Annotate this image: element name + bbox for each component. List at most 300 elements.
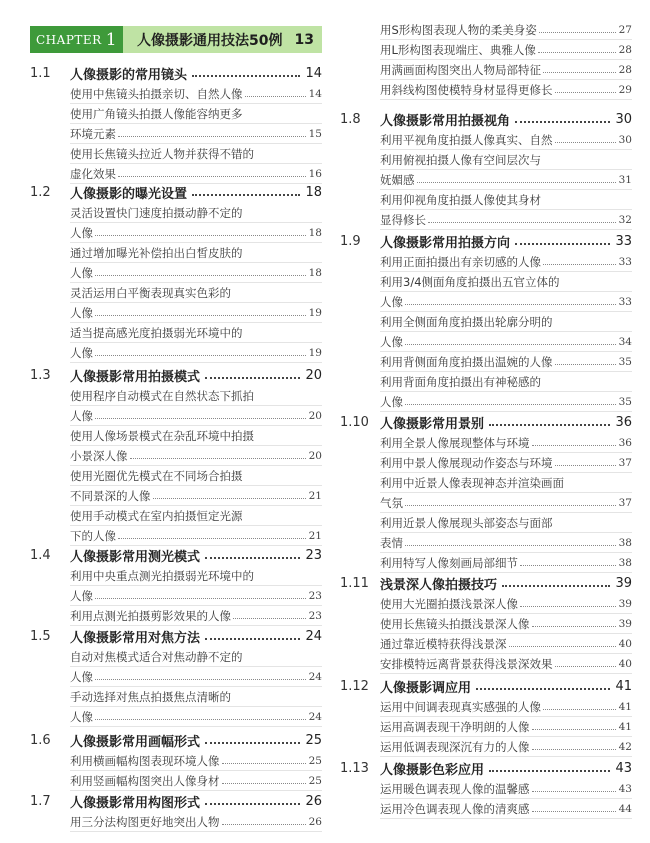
toc-entry-page: 41 [618, 721, 632, 733]
toc-entry-page: 35 [618, 356, 632, 368]
leader-dots [489, 424, 610, 426]
toc-entry-line [70, 466, 322, 486]
toc-entry-text: 利用近景人像展现头部姿态与面部 [380, 516, 553, 530]
toc-entry[interactable] [380, 473, 632, 513]
toc-entry[interactable] [380, 737, 632, 757]
toc-entry-page: 15 [308, 128, 322, 140]
toc-entry-text: 通过靠近模特获得浅景深 [380, 637, 507, 651]
toc-entry-line [380, 717, 632, 737]
section-heading[interactable] [30, 625, 322, 647]
section-heading[interactable] [340, 108, 632, 130]
toc-entry-page: 39 [618, 598, 632, 610]
toc-entry-text: 使用长焦镜头拉近人物并获得不错的 [70, 147, 254, 161]
toc-entry-text: 使用大光圈拍摄浅景深人像 [380, 597, 518, 611]
toc-entry-text: 利用横画幅构图表现环境人像 [70, 754, 220, 768]
leader-dots [405, 533, 616, 546]
toc-entry-page: 40 [618, 638, 632, 650]
toc-entry-text: 使用光圈优先模式在不同场合拍摄 [70, 469, 243, 483]
leader-dots [153, 486, 306, 499]
toc-entry[interactable] [380, 799, 632, 819]
toc-entry-line [70, 687, 322, 707]
toc-entry-line [70, 124, 322, 144]
toc-entry[interactable] [70, 751, 322, 771]
section-page-number: 30 [615, 111, 632, 127]
section-heading[interactable] [30, 181, 322, 203]
toc-entry-text: 利用中景人像展现动作姿态与环境 [380, 456, 553, 470]
toc-entry-page: 38 [618, 557, 632, 569]
section-title: 人像摄影常用对焦方法 [70, 630, 201, 646]
toc-entry-text: 妩媚感 [380, 173, 415, 187]
toc-entry-text: 利用全侧面角度拍摄出轮廓分明的 [380, 315, 553, 329]
leader-dots [543, 252, 616, 265]
leader-dots [539, 20, 616, 33]
toc-entry-line [380, 252, 632, 272]
toc-entry-line [380, 190, 632, 210]
section-title: 人像摄影的常用镜头 [70, 67, 188, 83]
section-page-number: 39 [615, 575, 632, 591]
toc-entry-page: 33 [618, 256, 632, 268]
section-page-number: 18 [305, 184, 322, 200]
section-title: 人像摄影常用构图形式 [70, 795, 201, 811]
leader-dots [520, 553, 616, 566]
section-heading[interactable] [30, 364, 322, 386]
toc-entry-line [380, 372, 632, 392]
section-page-number: 41 [615, 678, 632, 694]
toc-entry-page: 25 [308, 775, 322, 787]
toc-entry[interactable] [380, 130, 632, 150]
toc-entry-text: 用S形构图表现人物的柔美身姿 [380, 23, 537, 37]
toc-entry-line [70, 426, 322, 446]
toc-entry-line [70, 771, 322, 791]
chapter-header [30, 26, 322, 53]
toc-entry[interactable] [70, 386, 322, 426]
toc-entry-line [380, 533, 632, 553]
leader-dots [222, 751, 306, 764]
leader-dots [532, 433, 616, 446]
section-number: 1.11 [340, 575, 369, 591]
toc-entry-text: 虚化效果 [70, 167, 116, 181]
toc-entry-page: 37 [618, 457, 632, 469]
leader-dots [555, 654, 616, 667]
toc-entry-line [380, 352, 632, 372]
toc-entry-text: 用三分法构图更好地突出人物 [70, 815, 220, 829]
leader-dots [130, 446, 306, 459]
toc-entry-page: 24 [308, 711, 322, 723]
toc-entry[interactable] [70, 466, 322, 506]
toc-entry-text: 人像 [70, 589, 93, 603]
toc-entry[interactable] [380, 272, 632, 312]
section-heading[interactable] [30, 62, 322, 84]
toc-entry-line [70, 283, 322, 303]
toc-entry-line [70, 812, 322, 832]
toc-entry-page: 40 [618, 658, 632, 670]
toc-entry-text: 人像 [70, 670, 93, 684]
toc-entry-text: 人像 [70, 306, 93, 320]
toc-entry[interactable] [380, 80, 632, 100]
toc-entry-line [70, 243, 322, 263]
toc-entry[interactable] [380, 614, 632, 634]
toc-entry[interactable] [70, 323, 322, 363]
toc-entry[interactable] [380, 697, 632, 717]
toc-entry-text: 适当提高感光度拍摄弱光环境中的 [70, 326, 243, 340]
section-heading[interactable] [340, 411, 632, 433]
section-number: 1.4 [30, 547, 51, 563]
toc-entry[interactable] [380, 372, 632, 412]
toc-entry[interactable] [70, 566, 322, 606]
toc-entry-line [380, 697, 632, 717]
toc-entry-line [70, 606, 322, 626]
toc-entry[interactable] [380, 190, 632, 230]
leader-dots [205, 803, 300, 805]
toc-entry-text: 运用暖色调表现人像的温馨感 [380, 782, 530, 796]
toc-entry-line [380, 737, 632, 757]
toc-entry[interactable] [70, 203, 322, 243]
toc-entry[interactable] [380, 433, 632, 453]
toc-entry-page: 30 [618, 134, 632, 146]
leader-dots [405, 392, 616, 405]
toc-entry-text: 灵活运用白平衡表现真实色彩的 [70, 286, 231, 300]
toc-entry-text: 人像 [380, 335, 403, 349]
section-page-number: 14 [305, 65, 322, 81]
toc-entry[interactable] [70, 606, 322, 626]
toc-entry-text: 运用低调表现深沉有力的人像 [380, 740, 530, 754]
section-heading[interactable] [340, 675, 632, 697]
leader-dots [118, 124, 306, 137]
leader-dots [538, 40, 616, 53]
toc-entry-line [380, 779, 632, 799]
section-heading[interactable] [340, 230, 632, 252]
leader-dots [476, 688, 610, 690]
section-title: 人像摄影常用景别 [380, 416, 485, 432]
section-title: 人像摄影常用拍摄视角 [380, 113, 511, 129]
leader-dots [532, 799, 616, 812]
chapter-number: 1 [105, 29, 118, 50]
leader-dots [532, 614, 616, 627]
toc-entry[interactable] [70, 104, 322, 144]
toc-entry-text: 显得修长 [380, 213, 426, 227]
toc-entry-page: 19 [308, 307, 322, 319]
chapter-label: CHAPTER [36, 32, 102, 47]
toc-entry-line [70, 486, 322, 506]
section-heading[interactable] [340, 757, 632, 779]
section-title: 浅景深人像拍摄技巧 [380, 577, 498, 593]
toc-entry[interactable] [380, 40, 632, 60]
leader-dots [95, 343, 306, 356]
toc-entry-line [380, 799, 632, 819]
leader-dots [233, 606, 306, 619]
toc-entry[interactable] [70, 283, 322, 323]
toc-entry-text: 安排模特远离背景获得浅景深效果 [380, 657, 553, 671]
toc-entry[interactable] [70, 812, 322, 832]
toc-entry[interactable] [380, 513, 632, 553]
toc-entry-page: 25 [308, 755, 322, 767]
toc-entry[interactable] [70, 771, 322, 791]
section-number: 1.10 [340, 414, 369, 430]
toc-entry-line [380, 634, 632, 654]
toc-entry-page: 41 [618, 701, 632, 713]
section-number: 1.12 [340, 678, 369, 694]
section-title: 人像摄影常用拍摄方向 [380, 235, 511, 251]
toc-entry-line [70, 707, 322, 727]
leader-dots [532, 717, 616, 730]
toc-entry-text: 利用中近景人像表现神态并渲染画面 [380, 476, 564, 490]
toc-entry-page: 21 [308, 490, 322, 502]
toc-entry-line [380, 553, 632, 573]
toc-entry-page: 32 [618, 214, 632, 226]
leader-dots [205, 742, 300, 744]
toc-entry-page: 20 [308, 450, 322, 462]
toc-entry-line [380, 513, 632, 533]
toc-entry-line [380, 493, 632, 513]
section-title: 人像摄影的曝光设置 [70, 186, 188, 202]
section-number: 1.3 [30, 367, 51, 383]
leader-dots [205, 557, 300, 559]
toc-entry-line [380, 40, 632, 60]
section-heading[interactable] [30, 544, 322, 566]
section-number: 1.2 [30, 184, 51, 200]
leader-dots [192, 194, 300, 196]
toc-entry-text: 人像 [70, 346, 93, 360]
section-page-number: 24 [305, 628, 322, 644]
toc-entry-text: 自动对焦模式适合对焦动静不定的 [70, 650, 243, 664]
toc-entry-text: 使用程序自动模式在自然状态下抓拍 [70, 389, 254, 403]
section-page-number: 36 [615, 414, 632, 430]
section-page-number: 33 [615, 233, 632, 249]
toc-entry-text: 不同景深的人像 [70, 489, 151, 503]
toc-entry-text: 用斜线构图使模特身材显得更修长 [380, 83, 553, 97]
leader-dots [555, 80, 616, 93]
toc-entry-text: 下的人像 [70, 529, 116, 543]
leader-dots [417, 170, 616, 183]
toc-entry-line [70, 667, 322, 687]
leader-dots [502, 585, 610, 587]
toc-entry-text: 利用平视角度拍摄人像真实、自然 [380, 133, 553, 147]
toc-entry-line [70, 526, 322, 546]
toc-entry[interactable] [70, 426, 322, 466]
toc-entry-line [70, 751, 322, 771]
toc-entry-text: 运用高调表现干净明朗的人像 [380, 720, 530, 734]
toc-entry-line [70, 647, 322, 667]
section-page-number: 23 [305, 547, 322, 563]
toc-entry[interactable] [380, 252, 632, 272]
toc-entry-page: 39 [618, 618, 632, 630]
leader-dots [489, 770, 610, 772]
toc-entry-page: 33 [618, 296, 632, 308]
toc-entry-text: 小景深人像 [70, 449, 128, 463]
leader-dots [95, 303, 306, 316]
toc-entry-line [380, 594, 632, 614]
section-title: 人像摄影常用拍摄模式 [70, 369, 201, 385]
toc-entry-line [70, 446, 322, 466]
section-title: 人像摄影常用画幅形式 [70, 734, 201, 750]
toc-entry-page: 26 [308, 816, 322, 828]
toc-entry-page: 16 [308, 168, 322, 180]
toc-entry[interactable] [380, 634, 632, 654]
section-heading[interactable] [340, 572, 632, 594]
toc-entry[interactable] [380, 453, 632, 473]
toc-entry-text: 灵活设置快门速度拍摄动静不定的 [70, 206, 243, 220]
toc-entry-line [380, 312, 632, 332]
toc-entry-text: 使用人像场景模式在杂乱环境中拍摄 [70, 429, 254, 443]
toc-entry-text: 人像 [380, 295, 403, 309]
toc-entry-line [70, 104, 322, 124]
toc-entry-text: 人像 [70, 710, 93, 724]
toc-entry-line [380, 60, 632, 80]
toc-entry-page: 38 [618, 537, 632, 549]
toc-entry-line [380, 473, 632, 493]
leader-dots [222, 771, 306, 784]
section-number: 1.6 [30, 732, 51, 748]
toc-entry[interactable] [70, 243, 322, 283]
toc-entry-text: 使用手动模式在室内拍摄恒定光源 [70, 509, 243, 523]
toc-entry-text: 利用仰视角度拍摄人像使其身材 [380, 193, 541, 207]
toc-entry-text: 利用点测光拍摄剪影效果的人像 [70, 609, 231, 623]
toc-entry-text: 人像 [70, 409, 93, 423]
leader-dots [118, 164, 306, 177]
toc-entry[interactable] [70, 144, 322, 184]
leader-dots [532, 737, 616, 750]
toc-entry[interactable] [380, 779, 632, 799]
leader-dots [95, 586, 306, 599]
toc-entry-text: 用满画面构图突出人物局部特征 [380, 63, 541, 77]
toc-entry-line [70, 263, 322, 283]
toc-entry-page: 44 [618, 803, 632, 815]
leader-dots [515, 121, 610, 123]
toc-entry-line [70, 406, 322, 426]
toc-entry-page: 35 [618, 396, 632, 408]
leader-dots [245, 84, 306, 97]
toc-entry-text: 利用3/4侧面角度拍摄出五官立体的 [380, 275, 560, 289]
leader-dots [95, 263, 306, 276]
toc-entry-page: 36 [618, 437, 632, 449]
toc-entry[interactable] [70, 687, 322, 727]
section-title: 人像摄影常用测光模式 [70, 549, 201, 565]
toc-entry-line [70, 323, 322, 343]
toc-entry[interactable] [380, 654, 632, 674]
section-heading[interactable] [30, 729, 322, 751]
toc-entry-text: 人像 [70, 266, 93, 280]
leader-dots [192, 75, 300, 77]
toc-entry-text: 利用背侧面角度拍摄出温婉的人像 [380, 355, 553, 369]
leader-dots [222, 812, 306, 825]
leader-dots [405, 493, 616, 506]
toc-entry[interactable] [70, 84, 322, 104]
toc-entry-page: 31 [618, 174, 632, 186]
toc-entry[interactable] [380, 312, 632, 352]
toc-entry-text: 气氛 [380, 496, 403, 510]
chapter-tag [30, 26, 123, 53]
toc-entry-text: 人像 [380, 395, 403, 409]
toc-entry-page: 27 [618, 24, 632, 36]
toc-entry-page: 37 [618, 497, 632, 509]
leader-dots [509, 634, 616, 647]
toc-entry-page: 42 [618, 741, 632, 753]
toc-entry-page: 21 [308, 530, 322, 542]
toc-entry-line [380, 614, 632, 634]
toc-entry-page: 28 [618, 44, 632, 56]
leader-dots [555, 130, 616, 143]
toc-entry[interactable] [380, 20, 632, 40]
toc-entry-text: 使用广角镜头拍摄人像能容纳更多 [70, 107, 243, 121]
section-heading[interactable] [30, 790, 322, 812]
toc-entry-text: 运用冷色调表现人像的清爽感 [380, 802, 530, 816]
toc-entry-text: 利用竖画幅构图突出人像身材 [70, 774, 220, 788]
leader-dots [428, 210, 616, 223]
toc-entry-line [70, 386, 322, 406]
toc-entry-text: 利用全景人像展现整体与环境 [380, 436, 530, 450]
toc-entry-line [380, 292, 632, 312]
toc-entry-text: 利用特写人像刻画局部细节 [380, 556, 518, 570]
leader-dots [405, 332, 616, 345]
toc-entry-text: 利用正面拍摄出有亲切感的人像 [380, 255, 541, 269]
toc-entry-line [380, 654, 632, 674]
toc-entry-page: 34 [618, 336, 632, 348]
toc-entry[interactable] [380, 60, 632, 80]
section-number: 1.9 [340, 233, 361, 249]
toc-entry-line [380, 150, 632, 170]
toc-entry[interactable] [380, 717, 632, 737]
section-page-number: 26 [305, 793, 322, 809]
toc-entry-page: 23 [308, 590, 322, 602]
toc-entry[interactable] [380, 594, 632, 614]
section-number: 1.7 [30, 793, 51, 809]
toc-entry-line [380, 210, 632, 230]
leader-dots [405, 292, 616, 305]
chapter-title: 人像摄影通用技法50例 [137, 32, 283, 49]
toc-entry-text: 表情 [380, 536, 403, 550]
toc-entry[interactable] [380, 150, 632, 190]
leader-dots [95, 406, 306, 419]
section-page-number: 25 [305, 732, 322, 748]
toc-entry-line [70, 586, 322, 606]
toc-entry-line [380, 392, 632, 412]
toc-entry-text: 使用长焦镜头拍摄浅景深人像 [380, 617, 530, 631]
toc-entry-page: 20 [308, 410, 322, 422]
toc-entry-page: 29 [618, 84, 632, 96]
toc-entry-text: 使用中焦镜头拍摄亲切、自然人像 [70, 87, 243, 101]
toc-entry-text: 环境元素 [70, 127, 116, 141]
toc-entry-line [380, 272, 632, 292]
leader-dots [532, 779, 616, 792]
leader-dots [205, 377, 300, 379]
toc-entry[interactable] [70, 647, 322, 687]
toc-entry-line [70, 84, 322, 104]
leader-dots [118, 526, 306, 539]
toc-entry[interactable] [380, 553, 632, 573]
leader-dots [515, 243, 610, 245]
toc-entry-page: 18 [308, 267, 322, 279]
section-title: 人像摄影调应用 [380, 680, 472, 696]
section-title: 人像摄影色彩应用 [380, 762, 485, 778]
leader-dots [543, 697, 616, 710]
section-page-number: 43 [615, 760, 632, 776]
toc-entry-text: 利用俯视拍摄人像有空间层次与 [380, 153, 541, 167]
toc-entry-text: 运用中间调表现真实感强的人像 [380, 700, 541, 714]
toc-entry-page: 18 [308, 227, 322, 239]
toc-entry-line [380, 20, 632, 40]
toc-entry-page: 43 [618, 783, 632, 795]
toc-entry-line [70, 506, 322, 526]
leader-dots [95, 667, 306, 680]
toc-entry[interactable] [380, 352, 632, 372]
section-number: 1.8 [340, 111, 361, 127]
toc-entry-line [70, 303, 322, 323]
chapter-page: 13 [294, 31, 314, 48]
toc-entry[interactable] [70, 506, 322, 546]
toc-entry-text: 用L形构图表现端庄、典雅人像 [380, 43, 536, 57]
toc-entry-page: 14 [308, 88, 322, 100]
toc-entry-text: 手动选择对焦点拍摄焦点清晰的 [70, 690, 231, 704]
